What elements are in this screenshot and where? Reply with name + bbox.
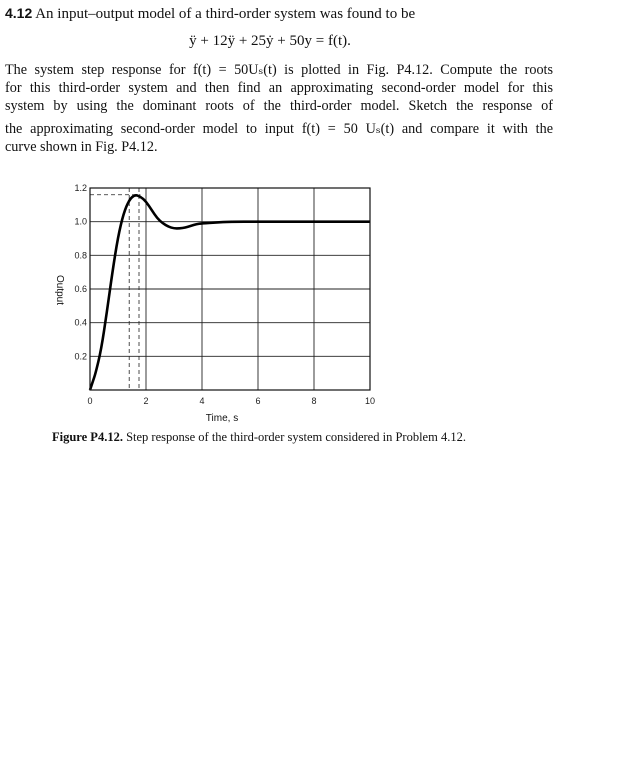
y-tick-label: 0.2	[74, 351, 87, 362]
paragraph-line: the approximating second-order model to input f(t) = 50 Uₛ(t) and compare it with the	[5, 121, 553, 137]
problem-paragraph	[5, 61, 553, 156]
paragraph-line: The system step response for f(t) = 50Uₛ(t) is plotted in Fig. P4.12. Compute the roots	[5, 62, 553, 78]
x-tick-label: 4	[199, 396, 205, 406]
figure-caption	[52, 429, 572, 445]
x-tick-label: 10	[364, 396, 376, 406]
y-tick-label: 1.0	[74, 216, 87, 227]
x-tick-label: 8	[311, 396, 317, 406]
paragraph-line: for this third-order system and then find an approximating second-order model for this	[5, 80, 553, 96]
differential-equation: ÿ + 12ÿ + 25ẏ + 50y = f(t).	[189, 33, 351, 49]
problem-heading	[5, 4, 605, 23]
x-axis-label: Time, s	[205, 413, 239, 424]
x-tick-label: 0	[87, 396, 93, 406]
chart-grid	[90, 188, 370, 390]
y-tick-label: 0.6	[74, 284, 87, 294]
chart-series	[90, 195, 370, 390]
x-tick-label: 2	[143, 396, 149, 406]
figure-caption-label: Figure P4.12.	[52, 430, 123, 444]
paragraph-line: system by using the dominant roots of the third-order model. Sketch the response of	[5, 98, 553, 114]
problem-statement: An input–output model of a third-order system was found to be	[35, 6, 416, 22]
step-response-curve	[90, 195, 370, 390]
chart-tick-labels	[74, 183, 375, 406]
y-tick-label: 0.4	[74, 317, 87, 328]
y-tick-label: 0.8	[74, 250, 87, 261]
step-response-chart	[40, 178, 380, 428]
figure-caption-text: Step response of the third-order system considered in Problem 4.12.	[126, 430, 466, 444]
y-tick-label: 1.2	[74, 183, 87, 193]
paragraph-line: curve shown in Fig. P4.12.	[5, 139, 158, 155]
x-tick-label: 6	[255, 396, 261, 406]
y-axis-label: Output	[54, 274, 65, 306]
problem-number: 4.12	[5, 5, 33, 21]
